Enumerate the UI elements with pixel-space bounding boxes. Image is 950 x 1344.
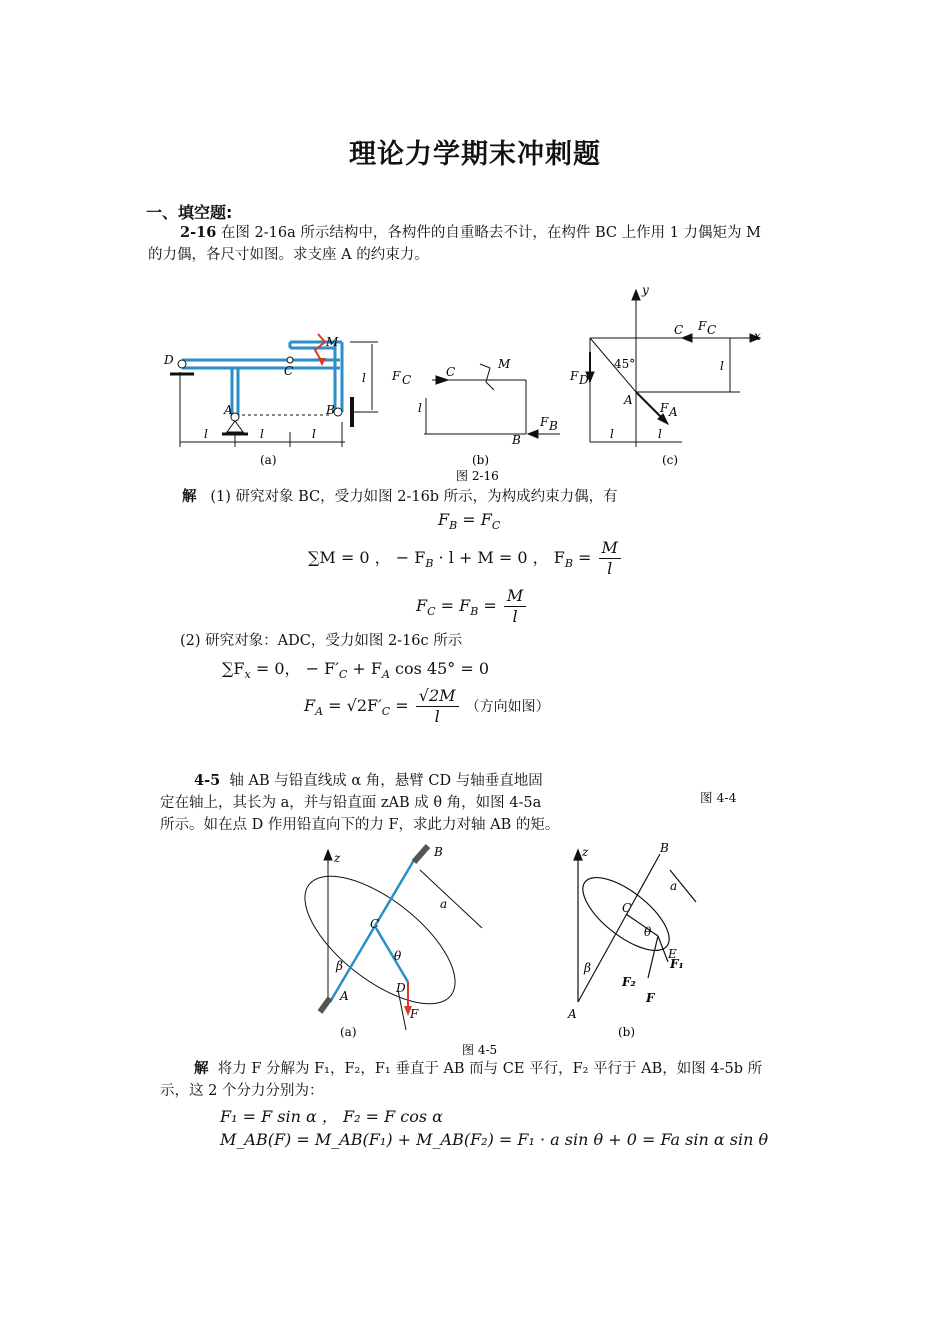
svg-text:A: A [624, 393, 633, 407]
label-FC-c: F [698, 319, 707, 333]
problem-text: 在图 2-16a 所示结构中，各构件的自重略去不计，在构件 BC 上作用 1 力偶矩为 M [220, 225, 761, 241]
svg-text:β: β [336, 959, 343, 973]
svg-text:A: A [340, 989, 349, 1003]
figure-2-16 [160, 282, 800, 492]
page-title: 理论力学期末冲刺题 [349, 139, 601, 170]
problem-4-5-line3: 所示。如在点 D 作用铅直向下的力 F，求此力对轴 AB 的矩。 [160, 817, 560, 833]
caption-b: (b) [618, 1025, 636, 1039]
caption-b: (b) [472, 453, 490, 467]
side-note: 图 4-4 [700, 790, 737, 805]
label-FB: F [540, 415, 549, 429]
svg-text:C: C [370, 917, 380, 931]
solution-4-5-line1: 解 将力 F 分解为 F₁，F₂，F₁ 垂直于 AB 而与 CE 平行，F₂ 平行于 AB，如图 4-5b 所 [194, 1060, 763, 1077]
svg-text:l: l [720, 359, 724, 373]
svg-text:B: B [512, 433, 521, 447]
svg-text:l: l [610, 427, 614, 441]
equation-4: $\sum F_x = 0$， − $F'_C + F_A$ cos 45° = 0 [222, 659, 490, 682]
problem-number: 2-16 [180, 224, 217, 241]
svg-text:D: D [579, 373, 589, 387]
equation-5: $F_A = √2F'_C$ = $\frac{√2M}{l}$ （方向如图） [304, 686, 550, 726]
problem-2-16-line1 [180, 222, 820, 244]
caption-a: (a) [260, 453, 277, 467]
section-heading: 一、填空题: [146, 203, 233, 222]
label-FC: F [392, 369, 401, 383]
svg-text:A: A [669, 405, 678, 419]
equation-1: $F_B = F_C$ [438, 510, 501, 533]
dim-l: l [260, 427, 264, 441]
dim-l: l [362, 371, 366, 385]
dim-l: l [312, 427, 316, 441]
svg-text:F: F [410, 1007, 419, 1021]
problem-2-16-line2: 的力偶，各尺寸如图。求支座 A 的约束力。 [148, 247, 429, 263]
svg-text:a: a [670, 879, 678, 893]
figure-caption: 图 4-5 [462, 1043, 498, 1057]
dim-l: l [204, 427, 208, 441]
svg-text:A: A [568, 1007, 577, 1021]
problem-4-5-line2: 定在轴上，其长为 a，并与铅直面 zAB 成 θ 角，如图 4-5a [160, 795, 542, 811]
svg-text:a: a [440, 897, 448, 911]
svg-text:θ: θ [394, 949, 402, 963]
svg-text:F: F [646, 991, 655, 1005]
svg-text:z: z [334, 851, 341, 865]
label-FD: F [570, 369, 579, 383]
solution-4-5-line2: 示，这 2 个分力分别为： [160, 1083, 324, 1099]
svg-text:y: y [642, 283, 649, 297]
svg-text:B: B [434, 845, 443, 859]
svg-text:B: B [549, 419, 558, 433]
svg-text:z: z [582, 845, 589, 859]
svg-text:θ: θ [644, 925, 652, 939]
label-B: B [326, 403, 335, 417]
svg-text:F₁: F₁ [670, 957, 684, 971]
svg-text:l: l [418, 401, 422, 415]
label-A: A [224, 403, 233, 417]
label-M: M [326, 335, 339, 349]
svg-text:C: C [446, 365, 456, 379]
problem-4-5-line1: 4-5 轴 AB 与铅直线成 α 角，悬臂 CD 与轴垂直地固 [194, 772, 543, 789]
equation-3: $F_C = F_B$ = $\frac{M}{l}$ [416, 586, 528, 627]
figure-caption: 图 2-16 [456, 469, 499, 483]
equation-2: ∑M = 0 ， − $F_B \cdot l + M = 0$ ， $F_B$ = $\frac{M}{l}$ [308, 538, 623, 579]
svg-text:F₂: F₂ [622, 975, 636, 989]
caption-c: (c) [662, 453, 679, 467]
svg-text:C: C [707, 323, 717, 337]
label-FA: F [660, 401, 669, 415]
svg-text:B: B [660, 841, 669, 855]
svg-text:D: D [396, 981, 406, 995]
caption-a: (a) [340, 1025, 357, 1039]
equation-6: F₁ = F sin α ， F₂ = F cos α [220, 1107, 443, 1126]
equation-7: M_AB(F) = M_AB(F₁) + M_AB(F₂) = F₁ · a sin θ + 0 = Fa sin α sin θ [220, 1130, 769, 1149]
label-C: C [284, 364, 294, 378]
svg-text:C: C [402, 373, 412, 387]
svg-text:C: C [622, 901, 632, 915]
svg-text:C: C [674, 323, 684, 337]
label-D: D [164, 353, 174, 367]
svg-text:l: l [658, 427, 662, 441]
svg-text:β: β [584, 961, 591, 975]
angle-45: 45° [614, 357, 636, 371]
solution-step2: (2) 研究对象：ADC，受力如图 2-16c 所示 [180, 633, 463, 649]
svg-text:x: x [754, 329, 761, 343]
svg-text:E: E [668, 947, 677, 961]
figure-4-5 [290, 840, 730, 1060]
svg-text:M: M [498, 357, 511, 371]
solution-step1: 解 (1) 研究对象 BC，受力如图 2-16b 所示，为构成约束力偶，有 [182, 488, 618, 505]
